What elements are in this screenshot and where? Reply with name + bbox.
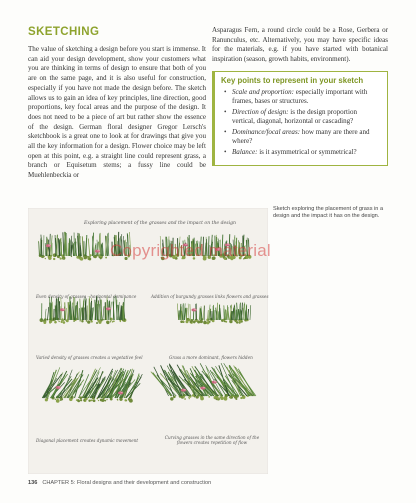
page-number: 136 [28, 480, 38, 486]
key-point-text: especially important with frames, bases or structures. [232, 87, 368, 106]
right-body-text: Asparagus Fern, a round circle could be a Rose, Gerbera or Ranunculus, etc. Alternatively, you may have specific ideas for the materials, e.g. if you have started with botanical inspiration (season, growth habits, environment). [212, 26, 388, 64]
key-point-term: Dominance/focal areas: [232, 128, 301, 136]
chapter-title: CHAPTER 5: Floral designs and their development and construction [42, 480, 212, 486]
key-points-title: Key points to represent in your sketch [221, 75, 364, 85]
left-column [28, 26, 206, 181]
sketch-label: Diagonal placement creates dynamic movement [36, 438, 139, 443]
key-point-term: Scale and proportion: [232, 87, 294, 96]
copyright-watermark: Copyrighted material [110, 241, 271, 260]
section-heading: SKETCHING [28, 26, 100, 38]
key-point-term: Direction of design: [232, 107, 289, 116]
key-point [232, 88, 381, 107]
key-point [232, 148, 381, 157]
key-point-term: Balance: [232, 148, 258, 157]
key-point-text: how many are there and where? [232, 128, 370, 146]
sketch-title: Exploring placement of the grasses and the impact on the design [84, 221, 236, 226]
key-point-text: is the design proportion vertical, diagonal, horizontal or cascading? [232, 107, 358, 126]
key-points-list [221, 88, 381, 158]
sketch-label: Varied density of grasses creates a vegetative feel [36, 355, 143, 360]
sketch-label: Grass a more dominant, flowers hidden [169, 355, 253, 360]
sketch-label: Even density of grasses - horizontal dominance [36, 294, 137, 299]
figure-caption: Sketch exploring the placement of grass in a design and the impact it has on the design. [273, 206, 384, 220]
right-column [212, 26, 388, 166]
key-points-box [212, 71, 388, 166]
key-point-text: is it asymmetrical or symmetrical? [257, 148, 357, 157]
key-point [232, 108, 381, 127]
sketch-label: Curving grasses in the same direction of the flowers creates repetition of flow [164, 435, 260, 445]
page-footer [28, 480, 211, 486]
sketch-label: Addition of burgundy grasses links flowers and grasses [151, 294, 269, 299]
left-body-text: The value of sketching a design before you start is immense. It can aid your design development, show your customers what you are thinking in terms of design to ensure that both of you are on the same page, and it is also useful for construction, especially if you have not made the design before. The sketch allows us to gain an idea of key principles, line direction, good proportions, key focal areas and the purpose of the design. It does not need to be a piece of art but rather show the essence of the design. German floral designer Gregor Lersch's sketchbook is a great one to look at for drawings that give you all the key information for a design. Flower choice may be left open at this point, e.g. a straight line could represent grass, a branch or Equisetum stems; a fussy line could be Muehlenbeckia or [28, 45, 206, 180]
key-point [232, 128, 381, 147]
